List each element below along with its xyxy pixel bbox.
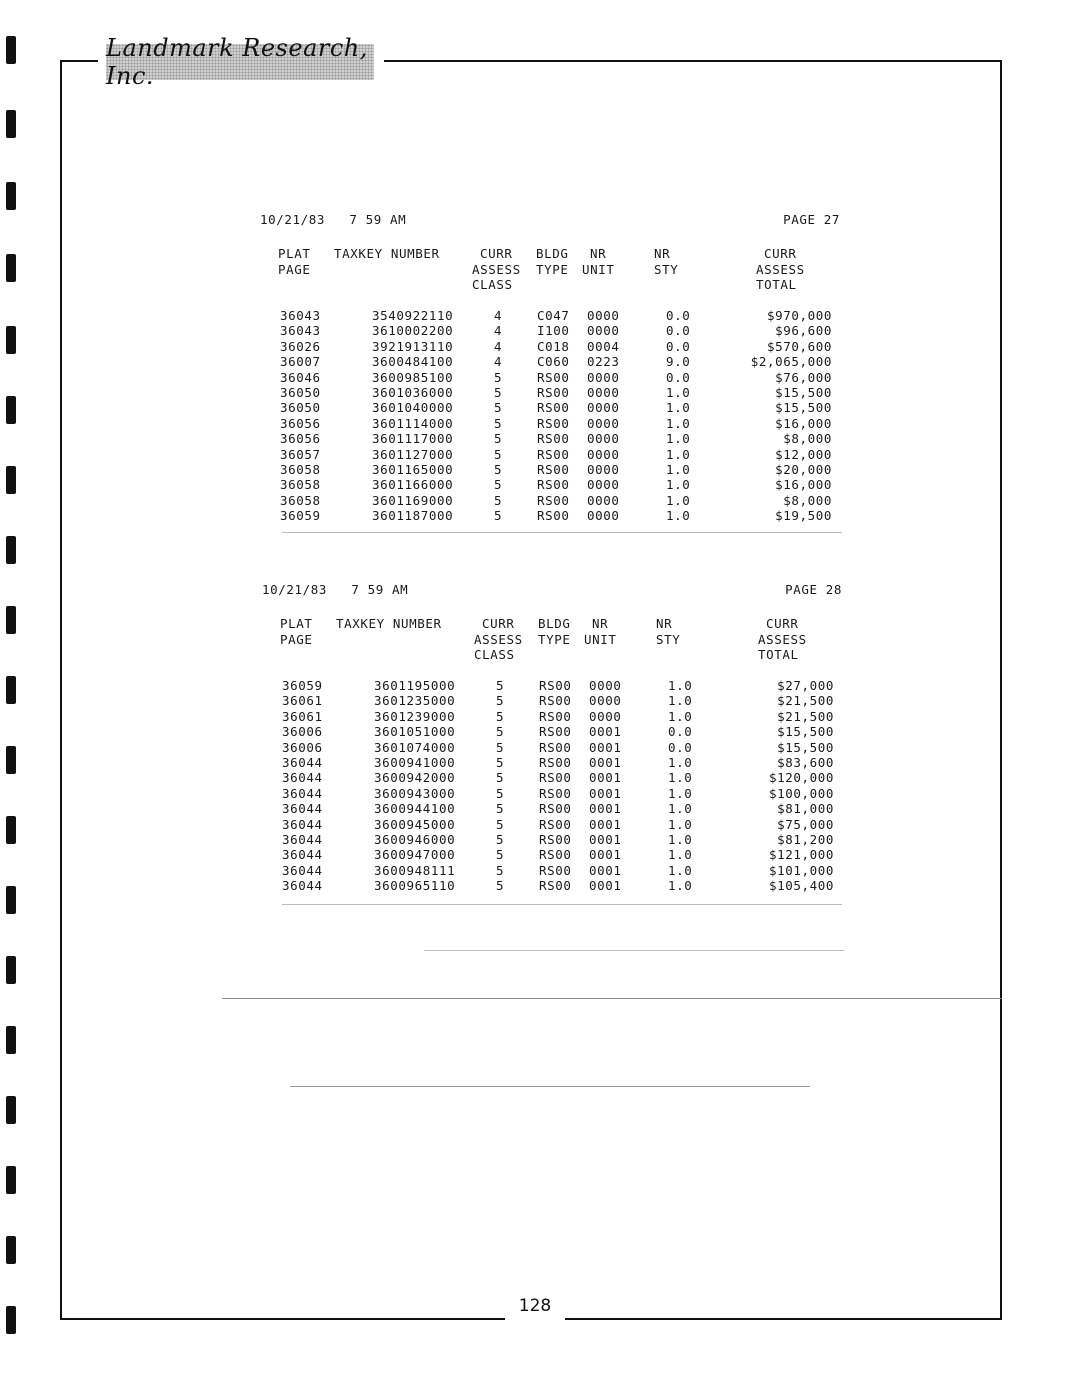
nr-unit-cell: 0000 (587, 461, 620, 477)
table-row (262, 755, 842, 770)
bldg-type-cell: RS00 (539, 816, 572, 832)
assess-total-cell: $15,500 (777, 739, 834, 755)
nr-sty-cell: 0.0 (666, 338, 691, 354)
plat-cell: 36044 (282, 770, 323, 786)
page-number: 128 (518, 1296, 552, 1316)
nr-unit-cell: 0001 (589, 862, 622, 878)
nr-unit-cell: 0001 (589, 831, 622, 847)
plat-cell: 36057 (280, 446, 321, 462)
col-curr-total: CURR ASSESS TOTAL (758, 616, 807, 662)
bldg-type-cell: RS00 (539, 693, 572, 709)
table-row (260, 493, 840, 508)
nr-unit-cell: 0000 (587, 492, 620, 508)
binder-hole (6, 182, 16, 210)
assess-total-cell: $15,500 (777, 724, 834, 740)
binder-hole (6, 956, 16, 984)
nr-sty-cell: 1.0 (666, 477, 691, 493)
binder-hole (6, 1236, 16, 1264)
plat-cell: 36058 (280, 477, 321, 493)
nr-sty-cell: 1.0 (668, 862, 693, 878)
plat-cell: 36050 (280, 384, 321, 400)
assess-total-cell: $83,600 (777, 754, 834, 770)
assess-total-cell: $16,000 (775, 477, 832, 493)
plat-cell: 36059 (280, 508, 321, 524)
nr-sty-cell: 1.0 (668, 878, 693, 894)
bldg-type-cell: RS00 (539, 831, 572, 847)
report-time: 7 59 AM (349, 212, 407, 227)
nr-sty-cell: 1.0 (666, 400, 691, 416)
assess-total-cell: $19,500 (775, 508, 832, 524)
plat-cell: 36043 (280, 308, 321, 323)
nr-unit-cell: 0001 (589, 785, 622, 801)
taxkey-cell: 3601117000 (372, 431, 454, 447)
col-plat: PLAT PAGE (278, 246, 311, 277)
binder-hole (6, 1026, 16, 1054)
assess-class-cell: 5 (494, 508, 503, 524)
nr-sty-cell: 1.0 (668, 847, 693, 863)
assess-total-cell: $96,600 (775, 323, 832, 339)
assess-class-cell: 4 (494, 338, 503, 354)
assess-total-cell: $15,500 (775, 400, 832, 416)
binder-hole (6, 536, 16, 564)
nr-unit-cell: 0000 (587, 431, 620, 447)
col-bldg-type: BLDG TYPE (536, 246, 569, 277)
col-bldg-type: BLDG TYPE (538, 616, 571, 647)
bldg-type-cell: RS00 (539, 785, 572, 801)
nr-unit-cell: 0000 (587, 477, 620, 493)
col-nr-unit: NR UNIT (584, 616, 617, 647)
nr-unit-cell: 0000 (587, 308, 620, 323)
plat-cell: 36056 (280, 415, 321, 431)
scan-line (222, 998, 1002, 999)
nr-unit-cell: 0001 (589, 847, 622, 863)
taxkey-cell: 3601051000 (374, 724, 456, 740)
nr-sty-cell: 1.0 (666, 446, 691, 462)
bldg-type-cell: RS00 (539, 739, 572, 755)
binder-hole (6, 1306, 16, 1334)
assess-class-cell: 5 (494, 384, 503, 400)
scan-line (424, 950, 844, 951)
plat-cell: 36056 (280, 431, 321, 447)
plat-cell: 36046 (280, 369, 321, 385)
scan-line (282, 532, 842, 533)
binder-hole (6, 110, 16, 138)
taxkey-cell: 3600945000 (374, 816, 456, 832)
nr-unit-cell: 0000 (587, 323, 620, 339)
assess-class-cell: 5 (496, 708, 505, 724)
bldg-type-cell: RS00 (539, 754, 572, 770)
table-row (262, 847, 842, 862)
bldg-type-cell: RS00 (537, 384, 570, 400)
assess-class-cell: 4 (494, 323, 503, 339)
table-row (262, 770, 842, 785)
binder-hole (6, 746, 16, 774)
plat-cell: 36043 (280, 323, 321, 339)
binder-hole (6, 1096, 16, 1124)
nr-unit-cell: 0000 (587, 446, 620, 462)
table-row (260, 308, 840, 323)
report-page-label: PAGE 28 (785, 582, 842, 597)
binder-hole (6, 36, 16, 64)
assess-total-cell: $8,000 (783, 431, 832, 447)
bldg-type-cell: RS00 (537, 508, 570, 524)
assess-total-cell: $2,065,000 (750, 354, 832, 370)
col-taxkey: TAXKEY NUMBER (334, 246, 440, 261)
table-row (260, 431, 840, 446)
taxkey-cell: 3610002200 (372, 323, 454, 339)
taxkey-cell: 3600985100 (372, 369, 454, 385)
taxkey-cell: 3601165000 (372, 461, 454, 477)
scan-line (282, 904, 842, 905)
assess-total-cell: $8,000 (783, 492, 832, 508)
table-row (260, 354, 840, 369)
assess-class-cell: 5 (496, 754, 505, 770)
assess-class-cell: 4 (494, 308, 503, 323)
assess-total-cell: $21,500 (777, 708, 834, 724)
taxkey-cell: 3600484100 (372, 354, 454, 370)
taxkey-cell: 3600942000 (374, 770, 456, 786)
assess-class-cell: 5 (496, 678, 505, 693)
assess-total-cell: $101,000 (768, 862, 834, 878)
plat-cell: 36006 (282, 724, 323, 740)
assess-class-cell: 5 (496, 801, 505, 817)
bldg-type-cell: RS00 (537, 369, 570, 385)
plat-cell: 36026 (280, 338, 321, 354)
taxkey-cell: 3600947000 (374, 847, 456, 863)
table-row (262, 709, 842, 724)
taxkey-cell: 3600948111 (374, 862, 456, 878)
assess-total-cell: $81,000 (777, 801, 834, 817)
plat-cell: 36007 (280, 354, 321, 370)
assess-class-cell: 5 (496, 878, 505, 894)
table-row (260, 477, 840, 492)
binder-hole (6, 676, 16, 704)
plat-cell: 36044 (282, 862, 323, 878)
binder-hole (6, 254, 16, 282)
bldg-type-cell: RS00 (539, 724, 572, 740)
nr-unit-cell: 0000 (587, 400, 620, 416)
report-date: 10/21/83 (262, 582, 328, 597)
table-row (262, 878, 842, 893)
nr-sty-cell: 1.0 (668, 693, 693, 709)
taxkey-cell: 3601040000 (372, 400, 454, 416)
nr-unit-cell: 0001 (589, 816, 622, 832)
plat-cell: 36044 (282, 785, 323, 801)
assess-total-cell: $81,200 (777, 831, 834, 847)
plat-cell: 36058 (280, 492, 321, 508)
plat-cell: 36044 (282, 847, 323, 863)
binder-hole (6, 1166, 16, 1194)
report-page-label: PAGE 27 (783, 212, 840, 227)
nr-sty-cell: 1.0 (668, 785, 693, 801)
table-row (260, 370, 840, 385)
nr-unit-cell: 0000 (589, 678, 622, 693)
taxkey-cell: 3600965110 (374, 878, 456, 894)
bldg-type-cell: C060 (537, 354, 570, 370)
bldg-type-cell: RS00 (537, 461, 570, 477)
assess-total-cell: $105,400 (768, 878, 834, 894)
nr-sty-cell: 1.0 (668, 678, 693, 693)
nr-unit-cell: 0223 (587, 354, 620, 370)
taxkey-cell: 3601235000 (374, 693, 456, 709)
assess-total-cell: $27,000 (777, 678, 834, 693)
plat-cell: 36044 (282, 878, 323, 894)
nr-unit-cell: 0004 (587, 338, 620, 354)
taxkey-cell: 3601239000 (374, 708, 456, 724)
assess-total-cell: $16,000 (775, 415, 832, 431)
nr-sty-cell: 1.0 (666, 461, 691, 477)
report-rows (262, 678, 842, 893)
assess-class-cell: 5 (494, 400, 503, 416)
taxkey-cell: 3600946000 (374, 831, 456, 847)
assess-total-cell: $12,000 (775, 446, 832, 462)
nr-unit-cell: 0000 (587, 369, 620, 385)
binder-hole (6, 606, 16, 634)
taxkey-cell: 3540922110 (372, 308, 454, 323)
bldg-type-cell: RS00 (539, 862, 572, 878)
nr-unit-cell: 0001 (589, 801, 622, 817)
nr-sty-cell: 1.0 (668, 770, 693, 786)
plat-cell: 36044 (282, 754, 323, 770)
binder-hole (6, 816, 16, 844)
bldg-type-cell: RS00 (537, 400, 570, 416)
bldg-type-cell: RS00 (539, 678, 572, 693)
table-row (260, 385, 840, 400)
company-logo: Landmark Research, Inc. (106, 44, 374, 80)
bldg-type-cell: I100 (537, 323, 570, 339)
nr-unit-cell: 0001 (589, 739, 622, 755)
table-row (262, 693, 842, 708)
bldg-type-cell: RS00 (537, 446, 570, 462)
assess-class-cell: 5 (494, 415, 503, 431)
nr-sty-cell: 0.0 (666, 308, 691, 323)
assess-class-cell: 5 (494, 431, 503, 447)
bldg-type-cell: RS00 (539, 878, 572, 894)
assess-class-cell: 5 (494, 492, 503, 508)
taxkey-cell: 3601187000 (372, 508, 454, 524)
col-taxkey: TAXKEY NUMBER (336, 616, 442, 631)
nr-sty-cell: 0.0 (666, 369, 691, 385)
taxkey-cell: 3601127000 (372, 446, 454, 462)
col-curr-class: CURR ASSESS CLASS (472, 246, 521, 292)
assess-class-cell: 5 (496, 785, 505, 801)
nr-unit-cell: 0001 (589, 770, 622, 786)
taxkey-cell: 3600944100 (374, 801, 456, 817)
bldg-type-cell: RS00 (539, 847, 572, 863)
assess-total-cell: $100,000 (768, 785, 834, 801)
bldg-type-cell: RS00 (537, 415, 570, 431)
taxkey-cell: 3601169000 (372, 492, 454, 508)
assess-class-cell: 5 (496, 739, 505, 755)
table-row (260, 508, 840, 523)
plat-cell: 36061 (282, 708, 323, 724)
col-nr-sty: NR STY (654, 246, 679, 277)
nr-unit-cell: 0000 (587, 384, 620, 400)
taxkey-cell: 3921913110 (372, 338, 454, 354)
binder-hole (6, 466, 16, 494)
nr-sty-cell: 1.0 (668, 831, 693, 847)
bldg-type-cell: RS00 (539, 801, 572, 817)
table-row (262, 863, 842, 878)
col-plat: PLAT PAGE (280, 616, 313, 647)
nr-sty-cell: 1.0 (666, 415, 691, 431)
table-row (260, 400, 840, 415)
taxkey-cell: 3601036000 (372, 384, 454, 400)
taxkey-cell: 3600943000 (374, 785, 456, 801)
report-time: 7 59 AM (351, 582, 409, 597)
table-row (260, 323, 840, 338)
assess-class-cell: 5 (494, 461, 503, 477)
table-row (260, 416, 840, 431)
nr-sty-cell: 0.0 (668, 724, 693, 740)
bldg-type-cell: RS00 (537, 431, 570, 447)
plat-cell: 36044 (282, 816, 323, 832)
assess-class-cell: 5 (496, 847, 505, 863)
binder-hole (6, 886, 16, 914)
nr-sty-cell: 0.0 (668, 739, 693, 755)
table-row (262, 678, 842, 693)
report-page-28 (262, 582, 842, 902)
assess-total-cell: $21,500 (777, 693, 834, 709)
taxkey-cell: 3601166000 (372, 477, 454, 493)
assess-class-cell: 5 (494, 477, 503, 493)
assess-total-cell: $970,000 (766, 308, 832, 323)
binder-hole (6, 396, 16, 424)
plat-cell: 36061 (282, 693, 323, 709)
binder-hole (6, 326, 16, 354)
assess-class-cell: 5 (496, 816, 505, 832)
taxkey-cell: 3601074000 (374, 739, 456, 755)
report-rows (260, 308, 840, 523)
plat-cell: 36006 (282, 739, 323, 755)
col-curr-class: CURR ASSESS CLASS (474, 616, 523, 662)
assess-class-cell: 4 (494, 354, 503, 370)
table-row (260, 462, 840, 477)
table-row (262, 724, 842, 739)
assess-class-cell: 5 (494, 446, 503, 462)
table-row (262, 786, 842, 801)
bldg-type-cell: C018 (537, 338, 570, 354)
plat-cell: 36058 (280, 461, 321, 477)
nr-unit-cell: 0001 (589, 878, 622, 894)
nr-sty-cell: 1.0 (668, 801, 693, 817)
scan-line (290, 1086, 810, 1087)
nr-sty-cell: 1.0 (668, 754, 693, 770)
assess-total-cell: $76,000 (775, 369, 832, 385)
assess-class-cell: 5 (496, 862, 505, 878)
table-row (262, 740, 842, 755)
report-date: 10/21/83 (260, 212, 326, 227)
plat-cell: 36050 (280, 400, 321, 416)
assess-class-cell: 5 (496, 770, 505, 786)
nr-unit-cell: 0000 (589, 693, 622, 709)
assess-total-cell: $120,000 (768, 770, 834, 786)
nr-sty-cell: 1.0 (666, 431, 691, 447)
plat-cell: 36044 (282, 831, 323, 847)
assess-class-cell: 5 (494, 369, 503, 385)
taxkey-cell: 3600941000 (374, 754, 456, 770)
report-datetime (260, 212, 406, 228)
assess-class-cell: 5 (496, 831, 505, 847)
nr-sty-cell: 1.0 (666, 384, 691, 400)
nr-unit-cell: 0000 (587, 508, 620, 524)
table-row (262, 832, 842, 847)
nr-unit-cell: 0000 (589, 708, 622, 724)
nr-sty-cell: 1.0 (666, 508, 691, 524)
report-page-27 (260, 212, 840, 532)
table-row (260, 339, 840, 354)
nr-unit-cell: 0000 (587, 415, 620, 431)
nr-sty-cell: 1.0 (668, 708, 693, 724)
nr-sty-cell: 0.0 (666, 323, 691, 339)
nr-sty-cell: 1.0 (666, 492, 691, 508)
table-row (262, 801, 842, 816)
taxkey-cell: 3601195000 (374, 678, 456, 693)
nr-sty-cell: 9.0 (666, 354, 691, 370)
bldg-type-cell: C047 (537, 308, 570, 323)
table-row (260, 447, 840, 462)
bldg-type-cell: RS00 (537, 492, 570, 508)
nr-unit-cell: 0001 (589, 724, 622, 740)
nr-unit-cell: 0001 (589, 754, 622, 770)
assess-total-cell: $570,600 (766, 338, 832, 354)
nr-sty-cell: 1.0 (668, 816, 693, 832)
taxkey-cell: 3601114000 (372, 415, 454, 431)
assess-total-cell: $20,000 (775, 461, 832, 477)
col-curr-total: CURR ASSESS TOTAL (756, 246, 805, 292)
bldg-type-cell: RS00 (539, 770, 572, 786)
plat-cell: 36044 (282, 801, 323, 817)
col-nr-sty: NR STY (656, 616, 681, 647)
assess-class-cell: 5 (496, 724, 505, 740)
col-nr-unit: NR UNIT (582, 246, 615, 277)
table-row (262, 817, 842, 832)
assess-total-cell: $15,500 (775, 384, 832, 400)
assess-total-cell: $75,000 (777, 816, 834, 832)
assess-total-cell: $121,000 (768, 847, 834, 863)
assess-class-cell: 5 (496, 693, 505, 709)
bldg-type-cell: RS00 (539, 708, 572, 724)
plat-cell: 36059 (282, 678, 323, 693)
bldg-type-cell: RS00 (537, 477, 570, 493)
report-datetime (262, 582, 408, 598)
